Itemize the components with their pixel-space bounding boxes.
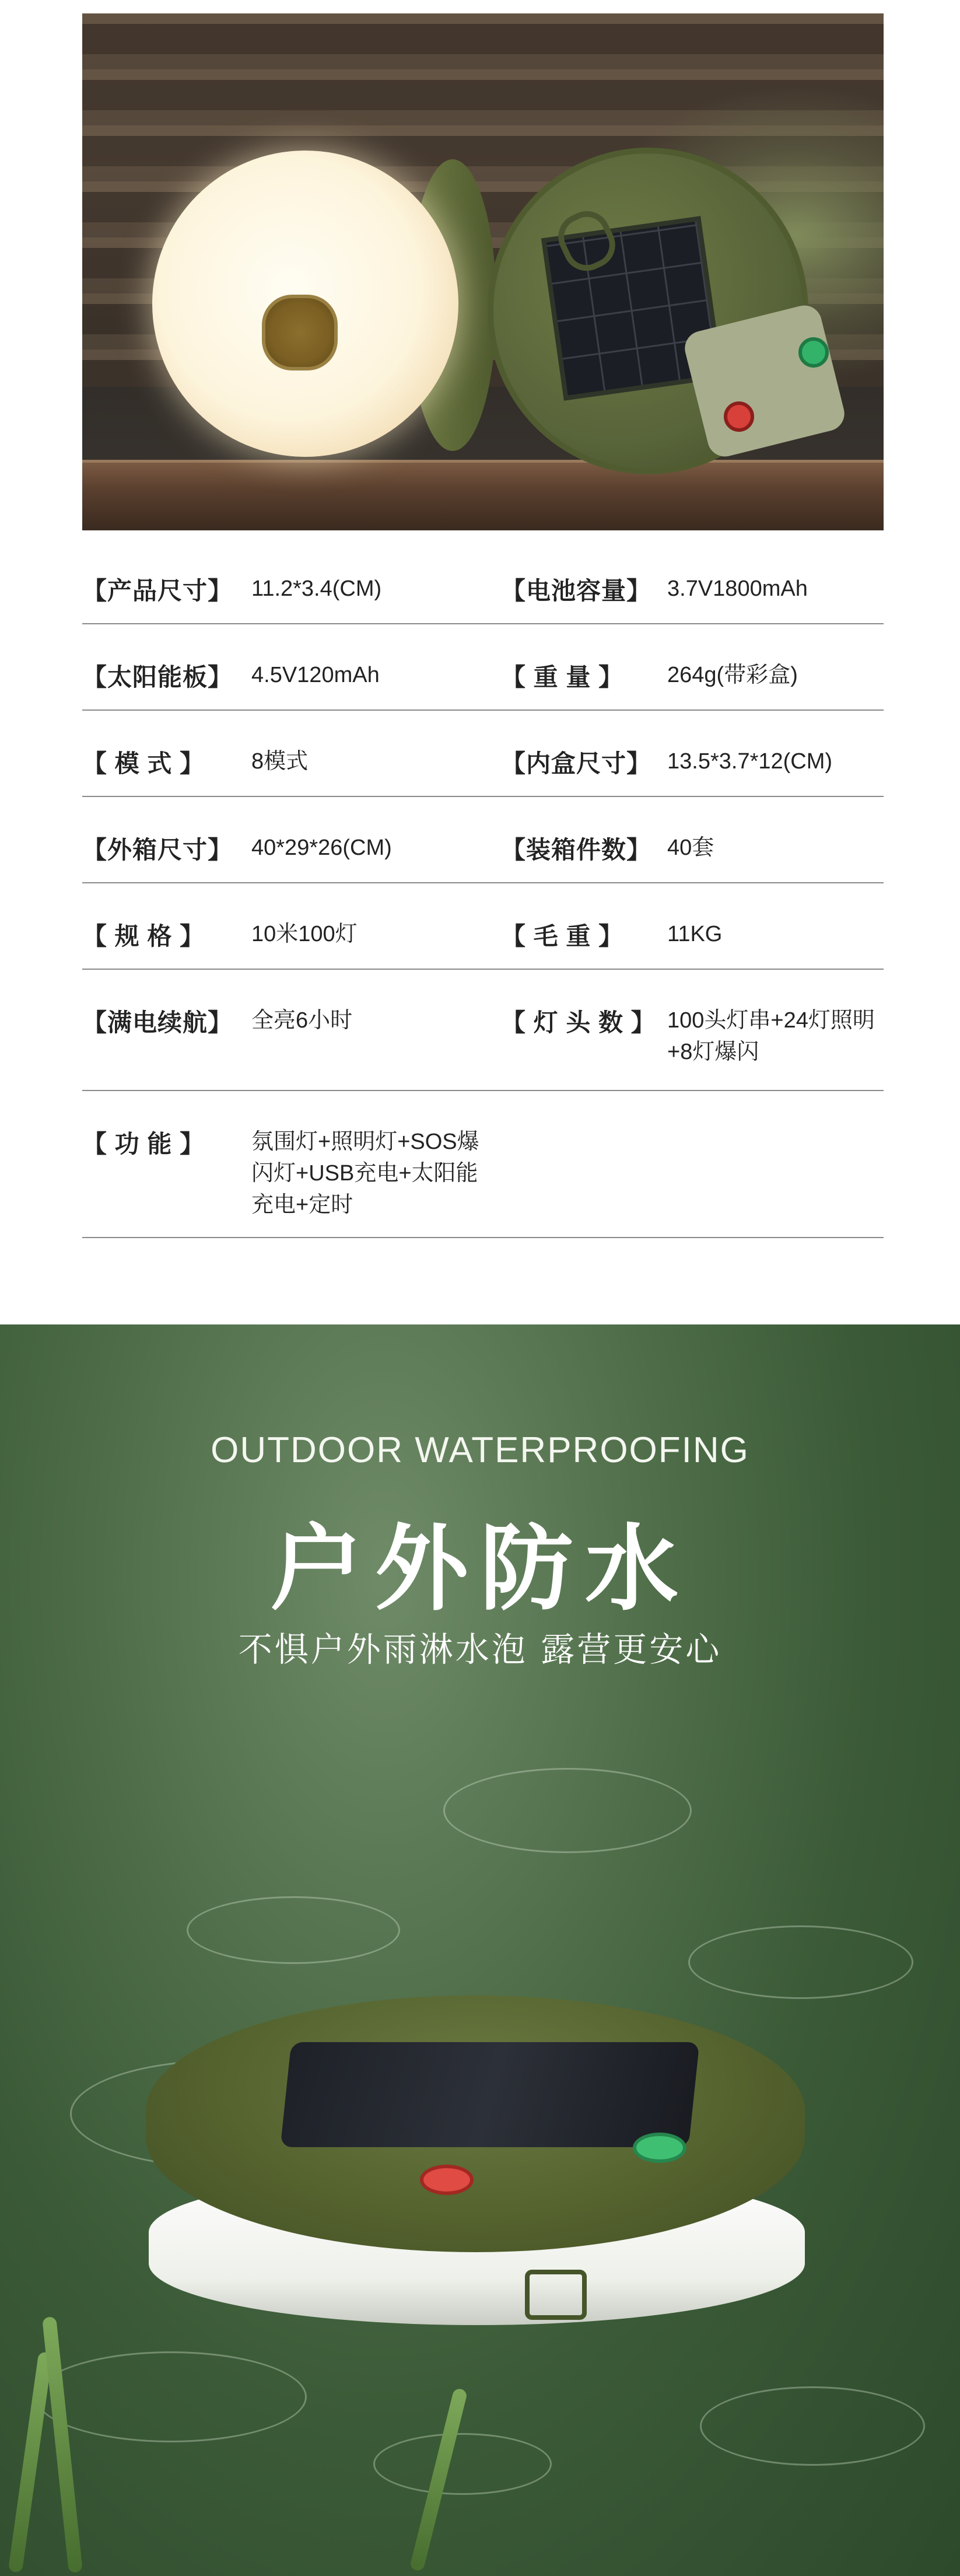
water-ripple [187,1896,400,1964]
spec-label: 【产品尺寸】 [82,577,233,604]
english-heading: OUTDOOR WATERPROOFING [211,1430,749,1470]
spec-label: 【 功 能 】 [82,1130,205,1158]
subtitle: 不惧户外雨淋水泡 露营更安心 [238,1630,722,1669]
spec-value: 100头灯串+24灯照明+8灯爆闪 [667,1008,875,1064]
spec-label: 【太阳能板】 [82,663,233,691]
wooden-shelf [82,463,884,530]
floating-green-button [633,2133,686,2163]
spec-label: 【装箱件数】 [501,836,652,864]
spec-label: 【 毛 重 】 [501,922,624,950]
spec-row [82,1091,884,1238]
spec-value: 10米100灯 [251,922,358,946]
product-photo [82,13,884,530]
floating-red-button [420,2165,474,2195]
spec-label: 【 重 量 】 [501,663,624,691]
waterproof-banner [0,1324,960,2576]
water-ripple [373,2433,552,2495]
spec-row [82,970,884,1091]
lamp-power-button [262,295,338,371]
water-ripple [35,2351,307,2442]
spec-value: 11KG [667,922,723,946]
spec-value: 264g(带彩盒) [667,663,798,687]
spec-value: 13.5*3.7*12(CM) [667,749,833,774]
spec-value: 3.7V1800mAh [667,576,808,601]
spec-value: 8模式 [251,749,309,774]
spec-value: 40*29*26(CM) [251,836,392,860]
spec-label: 【满电续航】 [82,1009,233,1036]
spec-label: 【 规 格 】 [82,922,205,950]
spec-row [82,554,884,624]
spec-label: 【 灯 头 数 】 [501,1009,656,1036]
spec-value: 全亮6小时 [251,1008,353,1033]
spec-row [82,624,884,711]
spec-row [82,797,884,883]
spec-label: 【 模 式 】 [82,750,205,777]
spec-label: 【内盒尺寸】 [501,750,652,777]
spec-value: 氛围灯+照明灯+SOS爆闪灯+USB充电+太阳能充电+定时 [251,1130,479,1217]
floating-hook [525,2270,587,2320]
spec-row [82,711,884,797]
spec-row [82,883,884,970]
green-indicator [798,337,829,368]
spec-value: 4.5V120mAh [251,663,380,687]
spec-label: 【外箱尺寸】 [82,836,233,864]
spec-label: 【电池容量】 [501,577,652,604]
red-indicator [724,401,754,432]
spec-table [82,554,884,1238]
spec-value: 40套 [667,836,714,860]
water-ripple [700,2386,925,2466]
floating-solar-panel [281,2042,700,2147]
chinese-title: 户外防水 [269,1514,690,1623]
reed-leaf [8,2351,53,2573]
water-ripple [688,1925,913,1999]
reed-leaf [42,2316,83,2573]
spec-value: 11.2*3.4(CM) [251,576,382,601]
water-ripple [443,1768,692,1853]
